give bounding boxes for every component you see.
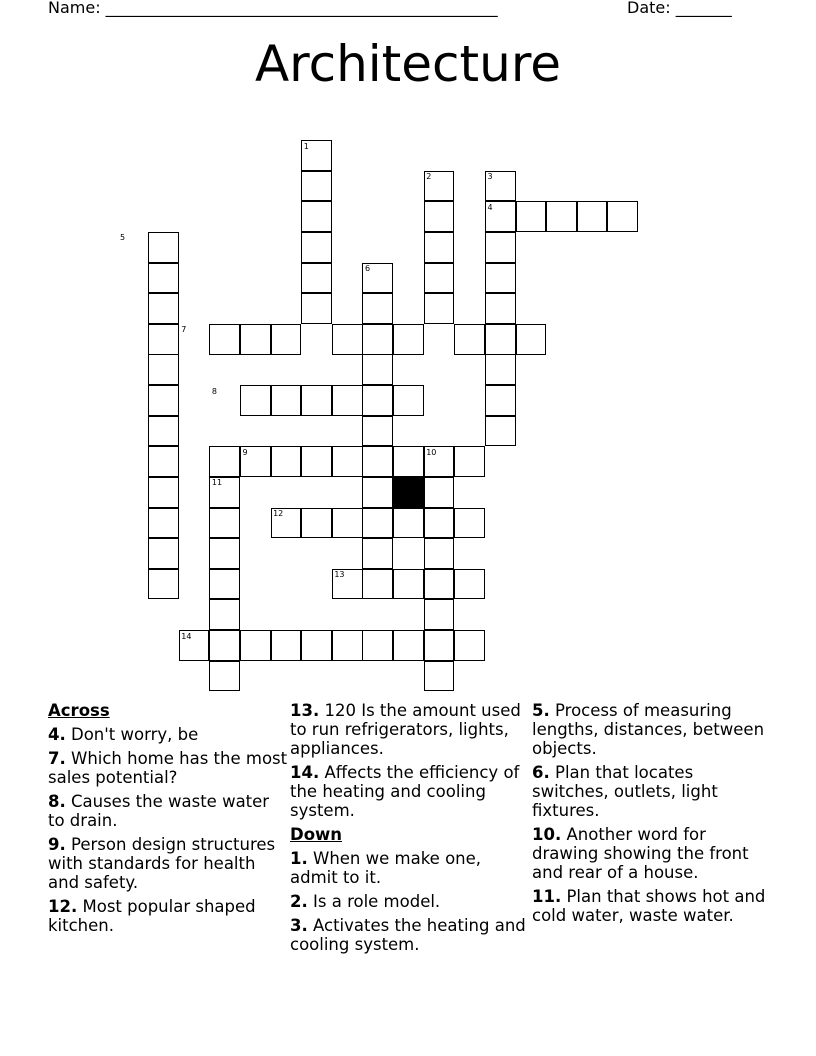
clue-down-6: 6. Plan that locates switches, outlets, light fixtures. xyxy=(532,763,718,820)
crossword-cell[interactable] xyxy=(485,416,516,447)
clue-number-11: 11 xyxy=(211,478,223,488)
crossword-cell[interactable] xyxy=(424,201,455,232)
clue-down-5: 5. Process of measuring lengths, distances, between objects. xyxy=(532,701,765,758)
crossword-cell[interactable] xyxy=(271,630,302,661)
clue-across-12: 12. Most popular shaped kitchen. xyxy=(48,897,256,935)
crossword-cell[interactable] xyxy=(301,630,332,661)
crossword-cell[interactable] xyxy=(271,324,302,355)
clue-down-10: 10. Another word for drawing showing the front and rear of a house. xyxy=(532,825,749,882)
crossword-cell[interactable] xyxy=(209,599,240,630)
crossword-cell[interactable] xyxy=(362,446,393,477)
crossword-cell[interactable] xyxy=(454,630,485,661)
crossword-cell[interactable] xyxy=(301,508,332,539)
crossword-cell[interactable] xyxy=(148,293,179,324)
crossword-black-cell xyxy=(393,477,424,508)
crossword-cell[interactable] xyxy=(301,263,332,294)
crossword-cell[interactable] xyxy=(424,477,455,508)
crossword-cell[interactable] xyxy=(332,324,363,355)
crossword-cell[interactable] xyxy=(362,630,393,661)
crossword-cell[interactable] xyxy=(362,293,393,324)
crossword-cell[interactable] xyxy=(485,324,516,355)
crossword-cell[interactable] xyxy=(148,385,179,416)
clues-column-1 xyxy=(48,701,288,940)
crossword-cell[interactable] xyxy=(148,263,179,294)
clue-down-11: 11. Plan that shows hot and cold water, waste water. xyxy=(532,887,766,925)
crossword-cell[interactable] xyxy=(209,630,240,661)
crossword-cell[interactable] xyxy=(332,385,363,416)
crossword-cell[interactable] xyxy=(362,354,393,385)
clue-down-1: 1. When we make one, admit to it. xyxy=(290,849,482,887)
crossword-cell[interactable] xyxy=(362,477,393,508)
crossword-cell[interactable] xyxy=(393,569,424,600)
crossword-cell[interactable] xyxy=(209,446,240,477)
clue-number-1: 1 xyxy=(303,141,309,151)
page-title: Architecture xyxy=(254,35,562,93)
crossword-cell[interactable] xyxy=(240,324,271,355)
clue-number-4: 4 xyxy=(487,202,493,212)
crossword-cell[interactable] xyxy=(148,354,179,385)
crossword-cell[interactable] xyxy=(209,324,240,355)
crossword-cell[interactable] xyxy=(454,569,485,600)
clue-across-8: 8. Causes the waste water to drain. xyxy=(48,792,270,830)
clue-number-8: 8 xyxy=(211,386,217,396)
clues-column-2 xyxy=(290,701,526,959)
name-field-label: Name: _________________________________________________ xyxy=(48,0,498,17)
crossword-cell[interactable] xyxy=(393,630,424,661)
clue-across-9: 9. Person design structures with standards for health and safety. xyxy=(48,835,276,892)
crossword-cell[interactable] xyxy=(362,324,393,355)
crossword-cell[interactable] xyxy=(485,385,516,416)
down-heading: Down xyxy=(290,825,343,844)
clue-number-6: 6 xyxy=(364,264,371,274)
crossword-cell[interactable] xyxy=(393,508,424,539)
clue-across-13: 13. 120 Is the amount used to run refrigerators, lights, appliances. xyxy=(290,701,521,758)
crossword-cell[interactable] xyxy=(209,569,240,600)
crossword-cell[interactable] xyxy=(301,171,332,202)
crossword-cell[interactable] xyxy=(454,446,485,477)
crossword-cell[interactable] xyxy=(209,661,240,692)
across-heading: Across xyxy=(48,701,110,720)
crossword-cell[interactable] xyxy=(148,446,179,477)
clue-number-14: 14 xyxy=(181,631,192,641)
clue-number-2: 2 xyxy=(426,172,432,182)
crossword-cell[interactable] xyxy=(148,508,179,539)
crossword-cell[interactable] xyxy=(301,232,332,263)
clue-number-10: 10 xyxy=(426,447,437,457)
crossword-cell[interactable] xyxy=(332,630,363,661)
crossword-cell[interactable] xyxy=(393,446,424,477)
crossword-cell[interactable] xyxy=(240,630,271,661)
crossword-cell[interactable] xyxy=(332,508,363,539)
crossword-cell[interactable] xyxy=(546,201,577,232)
crossword-cell[interactable] xyxy=(209,538,240,569)
clues-column-3 xyxy=(532,701,772,930)
clue-down-3: 3. Activates the heating and cooling system. xyxy=(290,916,526,954)
crossword-cell[interactable] xyxy=(577,201,608,232)
crossword-cell[interactable] xyxy=(148,232,179,263)
clue-number-9: 9 xyxy=(242,447,248,457)
crossword-cell[interactable] xyxy=(424,569,455,600)
crossword-cell[interactable] xyxy=(424,599,455,630)
crossword-cell[interactable] xyxy=(209,508,240,539)
crossword-cell[interactable] xyxy=(301,293,332,324)
clue-across-7: 7. Which home has the most sales potential? xyxy=(48,749,288,787)
clue-down-2: 2. Is a role model. xyxy=(290,892,441,911)
crossword-cell[interactable] xyxy=(148,569,179,600)
crossword-cell[interactable] xyxy=(148,538,179,569)
crossword-cell[interactable] xyxy=(485,263,516,294)
crossword-cell[interactable] xyxy=(362,385,393,416)
crossword-cell[interactable] xyxy=(301,385,332,416)
crossword-cell[interactable] xyxy=(485,293,516,324)
crossword-cell[interactable] xyxy=(454,324,485,355)
crossword-cell[interactable] xyxy=(485,354,516,385)
crossword-cell[interactable] xyxy=(424,263,455,294)
crossword-cell[interactable] xyxy=(301,201,332,232)
crossword-cell[interactable] xyxy=(362,508,393,539)
crossword-cell[interactable] xyxy=(393,385,424,416)
crossword-cell[interactable] xyxy=(362,569,393,600)
crossword-cell[interactable] xyxy=(424,630,455,661)
clue-number-13: 13 xyxy=(334,570,345,580)
crossword-cell[interactable] xyxy=(240,385,271,416)
clue-number-12: 12 xyxy=(273,509,284,519)
crossword-cell[interactable] xyxy=(424,293,455,324)
crossword-cell[interactable] xyxy=(332,446,363,477)
crossword-cell[interactable] xyxy=(516,201,547,232)
clue-number-5: 5 xyxy=(120,233,126,243)
clue-across-4: 4. Don't worry, be xyxy=(48,725,199,744)
clue-number-7: 7 xyxy=(181,325,187,335)
crossword-cell[interactable] xyxy=(271,446,302,477)
crossword-cell[interactable] xyxy=(424,538,455,569)
crossword-cell[interactable] xyxy=(393,324,424,355)
crossword-cell[interactable] xyxy=(271,385,302,416)
crossword-cell[interactable] xyxy=(362,538,393,569)
crossword-cell[interactable] xyxy=(148,416,179,447)
crossword-cell[interactable] xyxy=(424,508,455,539)
crossword-cell[interactable] xyxy=(454,508,485,539)
crossword-cell[interactable] xyxy=(424,661,455,692)
crossword-cell[interactable] xyxy=(148,324,179,355)
clue-across-14: 14. Affects the efficiency of the heating and cooling system. xyxy=(290,763,520,820)
crossword-cell[interactable] xyxy=(301,446,332,477)
crossword-cell[interactable] xyxy=(485,232,516,263)
clue-number-3: 3 xyxy=(487,172,493,182)
crossword-cell[interactable] xyxy=(516,324,547,355)
crossword-cell[interactable] xyxy=(424,232,455,263)
crossword-cell[interactable] xyxy=(362,416,393,447)
date-field-label: Date: _______ xyxy=(627,0,732,17)
crossword-cell[interactable] xyxy=(607,201,638,232)
crossword-cell[interactable] xyxy=(148,477,179,508)
